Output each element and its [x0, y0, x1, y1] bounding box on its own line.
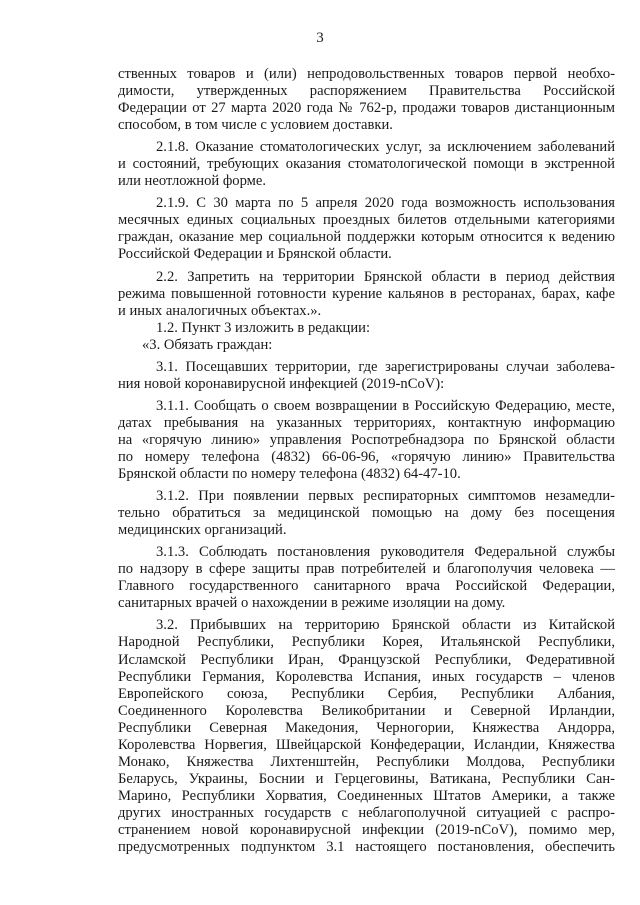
- text-line: Монако, Княжества Лихтенштейн, Республики Молдова, Республики: [118, 753, 615, 770]
- text-line: 2.2. Запретить на территории Брянской области в период действия: [156, 268, 615, 285]
- text-line: датах пребывания на указанных территориях, контактную информацию: [118, 414, 615, 431]
- text-line: Королевства Норвегия, Швейцарской Конфедерации, Исландии, Княжества: [118, 736, 615, 753]
- text-line: Брянской области по номеру телефона (4832) 64-47-10.: [118, 466, 461, 483]
- text-line: Народной Республики, Республики Корея, Итальянской Республики,: [118, 634, 615, 651]
- text-line: Соединенного Королевства Великобритании и Северной Ирландии,: [118, 702, 615, 719]
- text-line: предусмотренных подпунктом 3.1 настоящего постановления, обеспечить: [118, 839, 615, 856]
- text-line: медицинских организаций.: [118, 522, 287, 539]
- text-line: на «горячую линию» управления Роспотребнадзора по Брянской области: [118, 431, 615, 448]
- text-line: или неотложной форме.: [118, 173, 267, 190]
- text-line: 3.1. Посещавших территории, где зарегистрированы случаи заболева-: [156, 358, 615, 375]
- text-line: по номеру телефона (4832) 66-06-96, «горячую линию» Правительства: [118, 448, 615, 465]
- text-line: 2.1.9. С 30 марта по 5 апреля 2020 года возможность использования: [156, 195, 615, 212]
- text-line: граждан, оказание мер социальной поддержки которым относится к ведению: [118, 229, 615, 246]
- text-line: «3. Обязать граждан:: [142, 336, 273, 353]
- text-line: режима повышенной готовности курение кальянов в ресторанах, барах, кафе: [118, 285, 615, 302]
- text-line: и иных аналогичных объектах.».: [118, 302, 322, 319]
- text-line: санитарных врачей о нахождении в режиме изоляции на дому.: [118, 595, 506, 612]
- text-line: 1.2. Пункт 3 изложить в редакции:: [156, 319, 371, 336]
- text-line: Главного государственного санитарного врача Российской Федерации,: [118, 578, 615, 595]
- text-line: Исламской Республики Иран, Французской Республики, Федеративной: [118, 651, 615, 668]
- page-number: 3: [316, 30, 324, 46]
- text-line: Российской Федерации и Брянской области.: [118, 246, 392, 263]
- text-line: 3.1.3. Соблюдать постановления руководителя Федеральной службы: [156, 544, 615, 561]
- text-line: других иностранных государств с неблагополучной ситуацией с распро-: [118, 804, 615, 821]
- text-line: 3.2. Прибывших на территорию Брянской области из Китайской: [156, 617, 615, 634]
- text-line: 3.1.1. Сообщать о своем возвращении в Российскую Федерацию, месте,: [156, 397, 615, 414]
- text-line: Европейского союза, Республики Сербия, Республики Албания,: [118, 685, 615, 702]
- text-line: Федерации от 27 марта 2020 года № 762-р, продажи товаров дистанционным: [118, 100, 615, 117]
- text-line: странением новой коронавирусной инфекции (2019-nCoV), помимо мер,: [118, 821, 615, 838]
- text-line: тельно обратиться за медицинской помощью на дому без посещения: [118, 505, 615, 522]
- text-line: димости, утвержденных распоряжением Правительства Российской: [118, 83, 615, 100]
- text-line: по надзору в сфере защиты прав потребителей и благополучия человека —: [118, 561, 615, 578]
- text-line: и состояний, требующих оказания стоматологической помощи в экстренной: [118, 156, 615, 173]
- text-line: ственных товаров и (или) непродовольственных товаров первой необхо-: [118, 66, 615, 82]
- text-line: Республики Германия, Королевства Испания, иных государств – членов: [118, 668, 615, 685]
- text-line: способом, в том числе с условием доставки.: [118, 117, 393, 134]
- text-line: ния новой коронавирусной инфекцией (2019-nCoV):: [118, 375, 445, 392]
- text-line: 2.1.8. Оказание стоматологических услуг, за исключением заболеваний: [156, 139, 615, 156]
- text-line: Марино, Республики Хорватия, Соединенных Штатов Америки, а также: [118, 787, 615, 804]
- text-line: Беларусь, Украины, Боснии и Герцеговины, Ватикана, Республики Сан-: [118, 770, 615, 787]
- text-line: 3.1.2. При появлении первых респираторных симптомов незамедли-: [156, 488, 615, 505]
- text-line: Республики Северная Македония, Черногории, Княжества Андорра,: [118, 719, 615, 736]
- text-line: месячных единых социальных проездных билетов отдельными категориями: [118, 212, 615, 229]
- document-body: [118, 66, 615, 856]
